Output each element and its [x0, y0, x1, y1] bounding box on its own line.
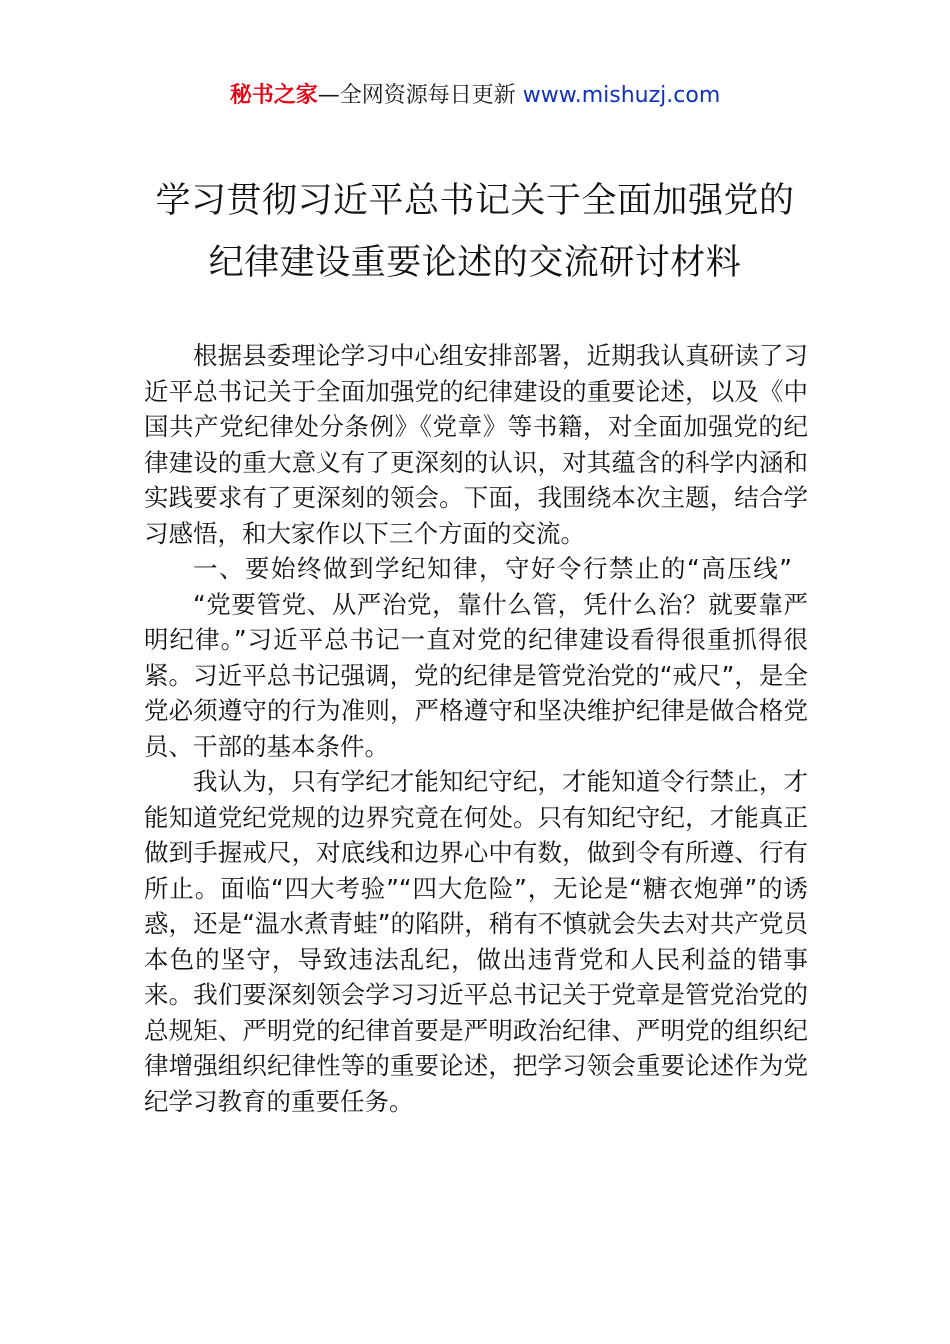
title-line-1: 学习贯彻习近平总书记关于全面加强党的 [155, 181, 795, 221]
site-tagline: —全网资源每日更新 [317, 83, 523, 108]
body-paragraph-opinion: 我认为，只有学纪才能知纪守纪，才能知道令行禁止，才能知道党纪党规的边界究竟在何处。只有知纪守纪，才能真正做到手握戒尺，对底线和边界心中有数，做到令有所遵、行有所止。面临“四大考验”“四大危险”，无论是“糖衣炮弹”的诱惑，还是“温水煮青蛙”的陷阱，稍有不慎就会失去对共产党员本色的坚守，导致违法乱纪，做出违背党和人民利益的错事来。我们要深刻领会学习习近平总书记关于党章是管党治党的总规矩、严明党的纪律首要是严明政治纪律、严明党的组织纪律增强组织纪律性等的重要论述，把学习领会重要论述作为党纪学习教育的重要任务。 [144, 767, 808, 1116]
document-title [0, 170, 950, 294]
site-brand: 秘书之家 [229, 83, 318, 108]
intro-paragraph: 根据县委理论学习中心组安排部署，近期我认真研读了习近平总书记关于全面加强党的纪律建设的重要论述，以及《中国共产党纪律处分条例》《党章》等书籍，对全面加强党的纪律建设的重大意义有了更深刻的认识，对其蕴含的科学内涵和实践要求有了更深刻的领会。下面，我围绕本次主题，结合学习感悟，和大家作以下三个方面的交流。 [144, 341, 808, 548]
site-url-link[interactable]: www.mishuzj.com [522, 83, 721, 108]
document-body [144, 338, 808, 1119]
section-heading-1: 一、要始终做到学纪知律，守好令行禁止的“高压线” [193, 554, 794, 583]
site-header [0, 80, 950, 112]
title-line-2: 纪律建设重要论述的交流研讨材料 [208, 243, 742, 283]
body-paragraph-quote: “党要管党、从严治党，靠什么管，凭什么治？就要靠严明纪律。”习近平总书记一直对党的纪律建设看得很重抓得很紧。习近平总书记强调，党的纪律是管党治党的“戒尺”，是全党必须遵守的行为准则，严格遵守和坚决维护纪律是做合格党员、干部的基本条件。 [144, 589, 808, 761]
